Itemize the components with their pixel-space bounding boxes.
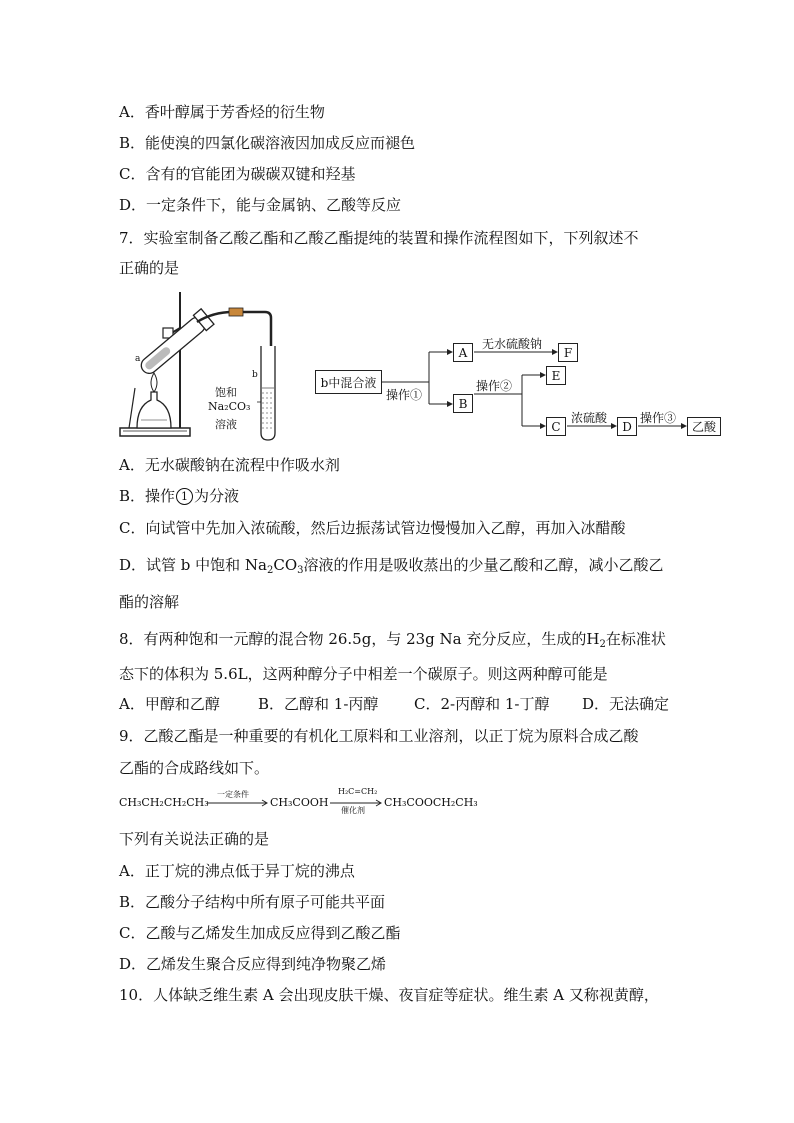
q7-option-d-sub1: 2	[267, 565, 274, 576]
q6-option-c: C．含有的官能团为碳碳双键和羟基	[119, 165, 356, 183]
flow-chart	[314, 332, 724, 442]
label-saturated: 饱和	[215, 386, 237, 399]
flow-box-e: E	[546, 366, 566, 385]
q8-stem-line1	[119, 629, 666, 655]
flow-reagent-a: 无水硫酸钠	[482, 337, 543, 351]
q7-option-c: C．向试管中先加入浓硫酸，然后边振荡试管边慢慢加入乙醇，再加入冰醋酸	[119, 519, 626, 537]
route-condition2-bottom: 催化剂	[341, 806, 365, 815]
route-condition2-top: H₂C=CH₂	[338, 787, 378, 796]
q9-option-b: B．乙酸分子结构中所有原子可能共平面	[119, 893, 386, 911]
q8-option-b: B．乙醇和 1-丙醇	[258, 695, 379, 713]
route-reactant: CH₃CH₂CH₂CH₃	[119, 796, 209, 809]
q7-option-a: A．无水碳酸钠在流程中作吸水剂	[119, 456, 340, 474]
q7-stem-line1: 7．实验室制备乙酸乙酯和乙酸乙酯提纯的装置和操作流程图如下，下列叙述不	[119, 229, 639, 247]
q7-option-d-line2: 酯的溶解	[119, 593, 180, 611]
flow-box-mixture: b中混合液	[315, 370, 382, 394]
label-a: a	[135, 354, 141, 364]
q9-stem-line3: 下列有关说法正确的是	[119, 830, 270, 848]
q8-stem-line1-post: 在标准状	[605, 630, 666, 648]
q7-option-b-post: 为分液	[194, 487, 240, 505]
q9-option-d: D．乙烯发生聚合反应得到纯净物聚乙烯	[119, 955, 387, 973]
route-intermediate: CH₃COOH	[270, 796, 329, 809]
q8-stem-line2: 态下的体积为 5.6L，这两种醇分子中相差一个碳原子。则这两种醇可能是	[119, 665, 608, 683]
flow-op2: 操作②	[476, 379, 513, 393]
q8-h2-sub: 2	[599, 639, 606, 650]
flow-op1: 操作①	[386, 388, 423, 402]
circled-number: 1	[176, 488, 193, 505]
synthesis-route	[119, 787, 479, 816]
q7-option-b-pre: B．操作	[119, 487, 176, 505]
route-product: CH₃COOCH₂CH₃	[384, 796, 478, 809]
label-na2co3: Na₂CO₃	[208, 400, 251, 413]
q6-option-d: D．一定条件下，能与金属钠、乙酸等反应	[119, 196, 402, 214]
q7-option-b	[119, 486, 239, 506]
apparatus-drawing	[115, 288, 295, 443]
flow-box-c: C	[546, 417, 566, 436]
flow-box-d: D	[617, 417, 637, 436]
q7-stem-line2: 正确的是	[119, 259, 180, 277]
q6-option-b: B．能使溴的四氯化碳溶液因加成反应而褪色	[119, 134, 416, 152]
q7-option-d	[119, 555, 664, 581]
apparatus-figure	[115, 288, 295, 443]
q8-option-a: A．甲醇和乙醇	[119, 695, 220, 713]
label-solution: 溶液	[215, 418, 237, 431]
q7-option-d-part2: CO	[273, 556, 298, 574]
flow-box-f: F	[558, 343, 578, 362]
flow-box-b: B	[453, 394, 473, 413]
flow-box-a: A	[453, 343, 473, 362]
q8-option-c: C．2-丙醇和 1-丁醇	[414, 695, 550, 713]
q7-option-d-part3: 溶液的作用是吸收蒸出的少量乙酸和乙醇，减小乙酸乙	[303, 556, 664, 574]
q8-h2: H	[586, 630, 600, 648]
q10-stem-line1: 10．人体缺乏维生素 A 会出现皮肤干燥、夜盲症等症状。维生素 A 又称视黄醇，	[119, 986, 659, 1004]
flow-reagent-c: 浓硫酸	[571, 411, 608, 425]
q9-option-a: A．正丁烷的沸点低于异丁烷的沸点	[119, 862, 355, 880]
q8-option-d: D．无法确定	[582, 695, 670, 713]
route-condition1: 一定条件	[217, 790, 249, 799]
q9-stem-line1: 9．乙酸乙酯是一种重要的有机化工原料和工业溶剂，以正丁烷为原料合成乙酸	[119, 727, 639, 745]
q6-option-a: A．香叶醇属于芳香烃的衍生物	[119, 103, 325, 121]
q9-option-c: C．乙酸与乙烯发生加成反应得到乙酸乙酯	[119, 924, 401, 942]
flow-op3: 操作③	[640, 411, 677, 425]
q7-option-d-part1: D．试管 b 中饱和 Na	[119, 556, 268, 574]
q7-option-d-sub2: 3	[297, 565, 304, 576]
flow-box-product: 乙酸	[687, 417, 721, 436]
q9-stem-line2: 乙酯的合成路线如下。	[119, 759, 270, 777]
label-b: b	[252, 370, 258, 380]
q8-stem-line1-pre: 8．有两种饱和一元醇的混合物 26.5g，与 23g Na 充分反应，生成的	[119, 630, 587, 648]
